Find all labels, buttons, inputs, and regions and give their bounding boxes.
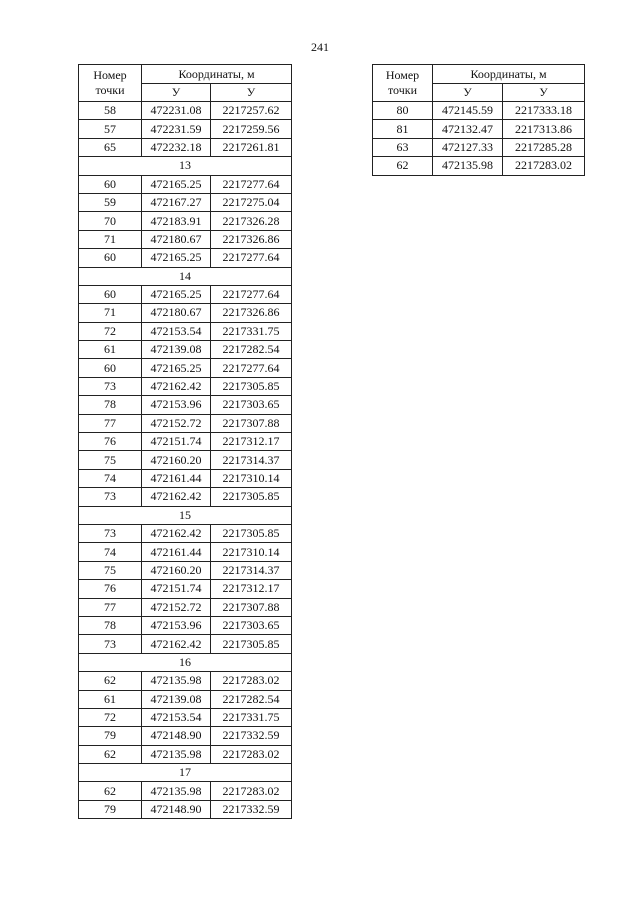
section-row [79, 506, 292, 524]
table-row [373, 157, 585, 175]
header-coordinates: Координаты, м [433, 65, 585, 84]
coordinate-y1: 472160.20 [142, 451, 211, 469]
header-y1: У [433, 84, 503, 102]
coordinate-y2: 2217261.81 [211, 138, 292, 156]
table-row [79, 102, 292, 120]
coordinates-table-left [78, 64, 292, 819]
section-row [79, 764, 292, 782]
coordinate-y1: 472152.72 [142, 598, 211, 616]
coordinate-y2: 2217310.14 [211, 469, 292, 487]
point-number: 77 [79, 598, 142, 616]
table-row [79, 341, 292, 359]
section-row [79, 157, 292, 175]
coordinate-y2: 2217303.65 [211, 616, 292, 634]
table-row [79, 212, 292, 230]
coordinate-y2: 2217305.85 [211, 635, 292, 653]
table-row [79, 230, 292, 248]
coordinate-y1: 472165.25 [142, 249, 211, 267]
table-row [79, 488, 292, 506]
section-row [79, 267, 292, 285]
point-number: 76 [79, 580, 142, 598]
coordinate-y1: 472148.90 [142, 727, 211, 745]
section-number: 13 [79, 157, 292, 175]
point-number: 60 [79, 249, 142, 267]
header-point-number: Номер точки [373, 65, 433, 102]
coordinate-y2: 2217259.56 [211, 120, 292, 138]
table-row [373, 120, 585, 138]
coordinate-y1: 472162.42 [142, 377, 211, 395]
table-row [373, 138, 585, 156]
point-number: 73 [79, 635, 142, 653]
table-row [79, 745, 292, 763]
coordinate-y2: 2217275.04 [211, 193, 292, 211]
coordinate-y2: 2217331.75 [211, 322, 292, 340]
table-row [79, 193, 292, 211]
coordinate-y1: 472135.98 [142, 782, 211, 800]
coordinate-y1: 472151.74 [142, 433, 211, 451]
header-point-number: Номер точки [79, 65, 142, 102]
table-row [79, 285, 292, 303]
section-row [79, 653, 292, 671]
point-number: 71 [79, 230, 142, 248]
point-number: 61 [79, 341, 142, 359]
coordinate-y1: 472132.47 [433, 120, 503, 138]
coordinate-y1: 472153.54 [142, 708, 211, 726]
table-row [79, 543, 292, 561]
point-number: 72 [79, 322, 142, 340]
coordinate-y1: 472135.98 [142, 745, 211, 763]
coordinate-y2: 2217326.86 [211, 230, 292, 248]
point-number: 81 [373, 120, 433, 138]
coordinate-y1: 472165.25 [142, 175, 211, 193]
coordinate-y2: 2217283.02 [503, 157, 585, 175]
point-number: 77 [79, 414, 142, 432]
coordinate-y2: 2217326.28 [211, 212, 292, 230]
table-body-right [373, 102, 585, 176]
table-row [79, 708, 292, 726]
point-number: 60 [79, 175, 142, 193]
table-row [79, 782, 292, 800]
coordinate-y2: 2217310.14 [211, 543, 292, 561]
point-number: 75 [79, 451, 142, 469]
coordinate-y1: 472153.96 [142, 396, 211, 414]
point-number: 70 [79, 212, 142, 230]
coordinate-y1: 472153.54 [142, 322, 211, 340]
coordinate-y2: 2217283.02 [211, 672, 292, 690]
coordinate-y2: 2217277.64 [211, 359, 292, 377]
point-number: 62 [373, 157, 433, 175]
coordinate-y1: 472135.98 [142, 672, 211, 690]
coordinate-y2: 2217314.37 [211, 561, 292, 579]
coordinate-y1: 472165.25 [142, 359, 211, 377]
point-number: 74 [79, 469, 142, 487]
coordinate-y2: 2217332.59 [211, 727, 292, 745]
coordinates-table-right [372, 64, 585, 176]
point-number: 65 [79, 138, 142, 156]
coordinate-y1: 472152.72 [142, 414, 211, 432]
point-number: 59 [79, 193, 142, 211]
coordinate-y2: 2217282.54 [211, 341, 292, 359]
table-row [79, 322, 292, 340]
coordinate-y1: 472162.42 [142, 524, 211, 542]
coordinate-y2: 2217333.18 [503, 102, 585, 120]
coordinate-y1: 472139.08 [142, 341, 211, 359]
page-number: 241 [311, 40, 329, 54]
point-number: 79 [79, 800, 142, 818]
coordinate-y1: 472153.96 [142, 616, 211, 634]
point-number: 80 [373, 102, 433, 120]
coordinate-y1: 472139.08 [142, 690, 211, 708]
coordinate-y2: 2217303.65 [211, 396, 292, 414]
table-row [79, 451, 292, 469]
table-row [79, 304, 292, 322]
point-number: 71 [79, 304, 142, 322]
table-row [79, 469, 292, 487]
coordinate-y2: 2217307.88 [211, 414, 292, 432]
coordinate-y2: 2217277.64 [211, 175, 292, 193]
table-row [79, 524, 292, 542]
table-row [79, 175, 292, 193]
point-number: 74 [79, 543, 142, 561]
coordinate-y2: 2217277.64 [211, 249, 292, 267]
coordinate-y2: 2217307.88 [211, 598, 292, 616]
coordinate-y1: 472148.90 [142, 800, 211, 818]
table-row [79, 396, 292, 414]
coordinate-y2: 2217305.85 [211, 377, 292, 395]
table-row [79, 249, 292, 267]
coordinate-y1: 472161.44 [142, 469, 211, 487]
table-row [79, 598, 292, 616]
coordinate-y2: 2217326.86 [211, 304, 292, 322]
table-row [79, 616, 292, 634]
table-row [79, 377, 292, 395]
table-row [79, 359, 292, 377]
point-number: 75 [79, 561, 142, 579]
coordinate-y2: 2217282.54 [211, 690, 292, 708]
table-row [79, 138, 292, 156]
point-number: 62 [79, 672, 142, 690]
point-number: 57 [79, 120, 142, 138]
coordinate-y2: 2217277.64 [211, 285, 292, 303]
point-number: 72 [79, 708, 142, 726]
point-number: 58 [79, 102, 142, 120]
coordinate-y1: 472180.67 [142, 230, 211, 248]
coordinate-y1: 472145.59 [433, 102, 503, 120]
point-number: 61 [79, 690, 142, 708]
table-row [79, 561, 292, 579]
table-row [373, 102, 585, 120]
point-number: 78 [79, 396, 142, 414]
coordinate-y1: 472135.98 [433, 157, 503, 175]
table-row [79, 580, 292, 598]
header-y2: У [503, 84, 585, 102]
coordinate-y1: 472162.42 [142, 488, 211, 506]
coordinate-y2: 2217283.02 [211, 782, 292, 800]
table-row [79, 727, 292, 745]
table-row [79, 414, 292, 432]
point-number: 62 [79, 782, 142, 800]
coordinate-y1: 472231.08 [142, 102, 211, 120]
table-body-left [79, 102, 292, 819]
coordinate-y1: 472162.42 [142, 635, 211, 653]
coordinate-y2: 2217313.86 [503, 120, 585, 138]
coordinate-y2: 2217283.02 [211, 745, 292, 763]
table-row [79, 800, 292, 818]
section-number: 15 [79, 506, 292, 524]
header-y1: У [142, 84, 211, 102]
coordinate-y2: 2217312.17 [211, 580, 292, 598]
coordinate-y2: 2217285.28 [503, 138, 585, 156]
coordinate-y1: 472167.27 [142, 193, 211, 211]
coordinate-y1: 472232.18 [142, 138, 211, 156]
section-number: 16 [79, 653, 292, 671]
point-number: 73 [79, 377, 142, 395]
point-number: 76 [79, 433, 142, 451]
table-row [79, 433, 292, 451]
point-number: 79 [79, 727, 142, 745]
coordinate-y1: 472161.44 [142, 543, 211, 561]
header-y2: У [211, 84, 292, 102]
coordinate-y1: 472180.67 [142, 304, 211, 322]
point-number: 73 [79, 488, 142, 506]
point-number: 62 [79, 745, 142, 763]
point-number: 60 [79, 285, 142, 303]
point-number: 78 [79, 616, 142, 634]
table-row [79, 635, 292, 653]
coordinate-y2: 2217305.85 [211, 488, 292, 506]
section-number: 17 [79, 764, 292, 782]
point-number: 60 [79, 359, 142, 377]
point-number: 63 [373, 138, 433, 156]
coordinate-y1: 472183.91 [142, 212, 211, 230]
table-row [79, 120, 292, 138]
coordinate-y2: 2217332.59 [211, 800, 292, 818]
coordinate-y2: 2217314.37 [211, 451, 292, 469]
header-coordinates: Координаты, м [142, 65, 292, 84]
coordinate-y1: 472151.74 [142, 580, 211, 598]
coordinate-y1: 472160.20 [142, 561, 211, 579]
coordinate-y1: 472231.59 [142, 120, 211, 138]
coordinate-y1: 472165.25 [142, 285, 211, 303]
table-row [79, 690, 292, 708]
table-row [79, 672, 292, 690]
coordinate-y2: 2217312.17 [211, 433, 292, 451]
coordinate-y2: 2217331.75 [211, 708, 292, 726]
section-number: 14 [79, 267, 292, 285]
point-number: 73 [79, 524, 142, 542]
coordinate-y2: 2217305.85 [211, 524, 292, 542]
coordinate-y2: 2217257.62 [211, 102, 292, 120]
coordinate-y1: 472127.33 [433, 138, 503, 156]
